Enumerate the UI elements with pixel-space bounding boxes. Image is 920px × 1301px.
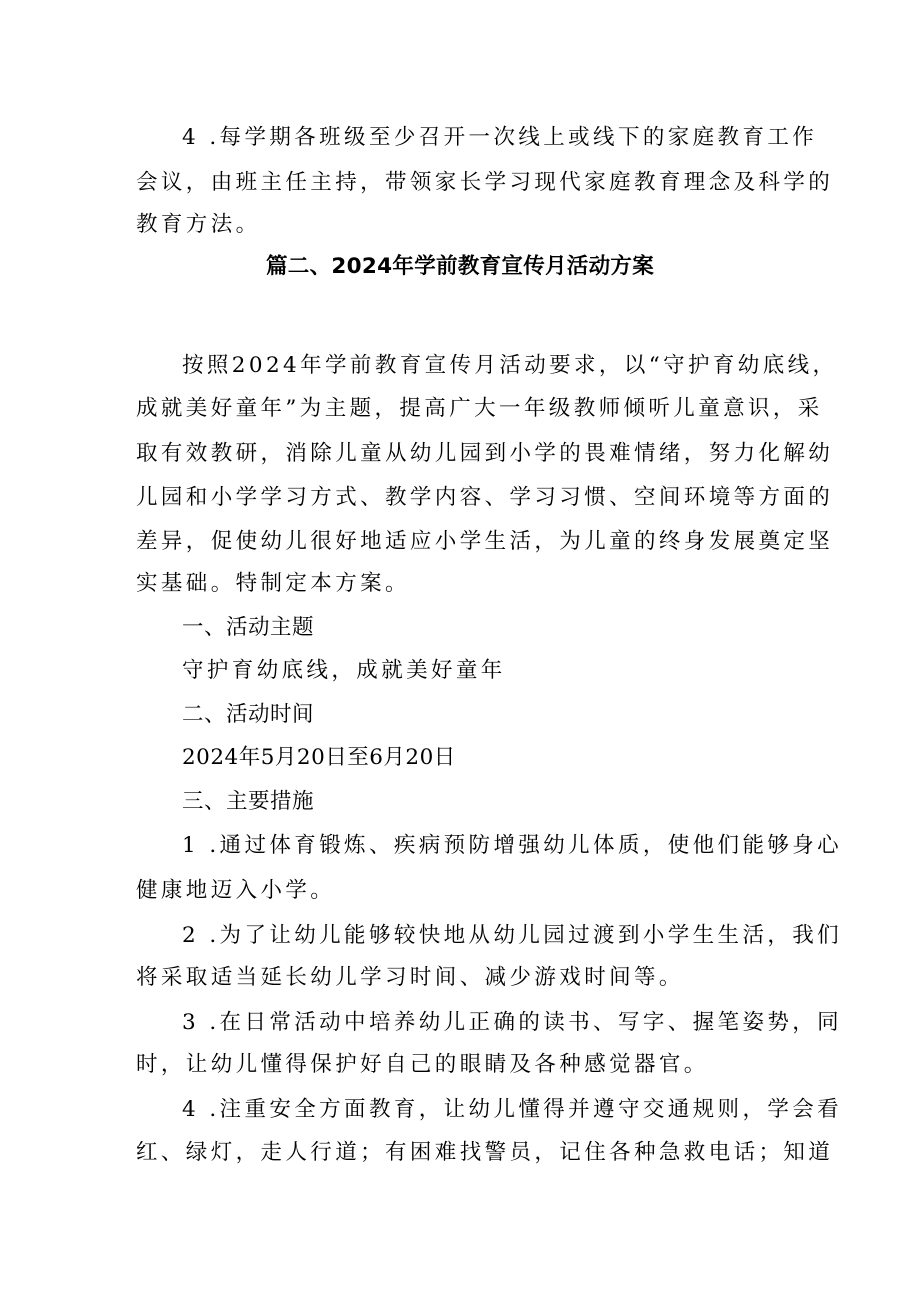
- section-1-heading: 一、活动主题: [182, 615, 315, 640]
- measure-4-line-1: 4 .注重安全方面教育，让幼儿懂得并遵守交通规则，学会看: [182, 1097, 843, 1122]
- section-2-heading: 二、活动时间: [182, 702, 315, 727]
- measure-4-line-2: 红、绿灯，走人行道；有困难找警员，记住各种急救电话；知道: [136, 1140, 834, 1165]
- measure-3-line-2: 时，让幼儿懂得保护好自己的眼睛及各种感觉器官。: [136, 1052, 709, 1077]
- measure-2-line-1: 2 .为了让幼儿能够较快地从幼儿园过渡到小学生生活，我们: [182, 923, 843, 948]
- section-2-content: 2024年5月20日至6月20日: [182, 745, 456, 770]
- prev-item-4-line-2: 会议，由班主任主持，带领家长学习现代家庭教育理念及科学的: [136, 170, 834, 195]
- intro-line-4: 儿园和小学学习方式、教学内容、学习习惯、空间环境等方面的: [136, 485, 834, 510]
- measure-3-line-1: 3 .在日常活动中培养幼儿正确的读书、写字、握笔姿势，同: [182, 1010, 843, 1035]
- intro-line-1: 按照2024年学前教育宣传月活动要求，以“守护育幼底线，: [182, 353, 838, 378]
- intro-line-3: 取有效教研，消除儿童从幼儿园到小学的畏难情绪，努力化解幼: [136, 441, 834, 466]
- intro-line-2: 成就美好童年”为主题，提高广大一年级教师倾听儿童意识，采: [136, 396, 823, 421]
- document-title: 篇二、2024年学前教育宣传月活动方案: [265, 254, 655, 279]
- section-1-content: 守护育幼底线，成就美好童年: [182, 658, 506, 683]
- measure-1-line-1: 1 .通过体育锻炼、疾病预防增强幼儿体质，使他们能够身心: [182, 833, 843, 858]
- prev-item-4-line-1: 4 .每学期各班级至少召开一次线上或线下的家庭教育工作: [182, 125, 818, 150]
- measure-2-line-2: 将采取适当延长幼儿学习时间、减少游戏时间等。: [136, 965, 684, 990]
- intro-line-6: 实基础。特制定本方案。: [136, 571, 410, 596]
- measure-1-line-2: 健康地迈入小学。: [136, 878, 336, 903]
- prev-item-4-line-3: 教育方法。: [136, 212, 261, 237]
- intro-line-5: 差异，促使幼儿很好地适应小学生活，为儿童的终身发展奠定坚: [136, 529, 834, 554]
- section-3-heading: 三、主要措施: [182, 789, 315, 814]
